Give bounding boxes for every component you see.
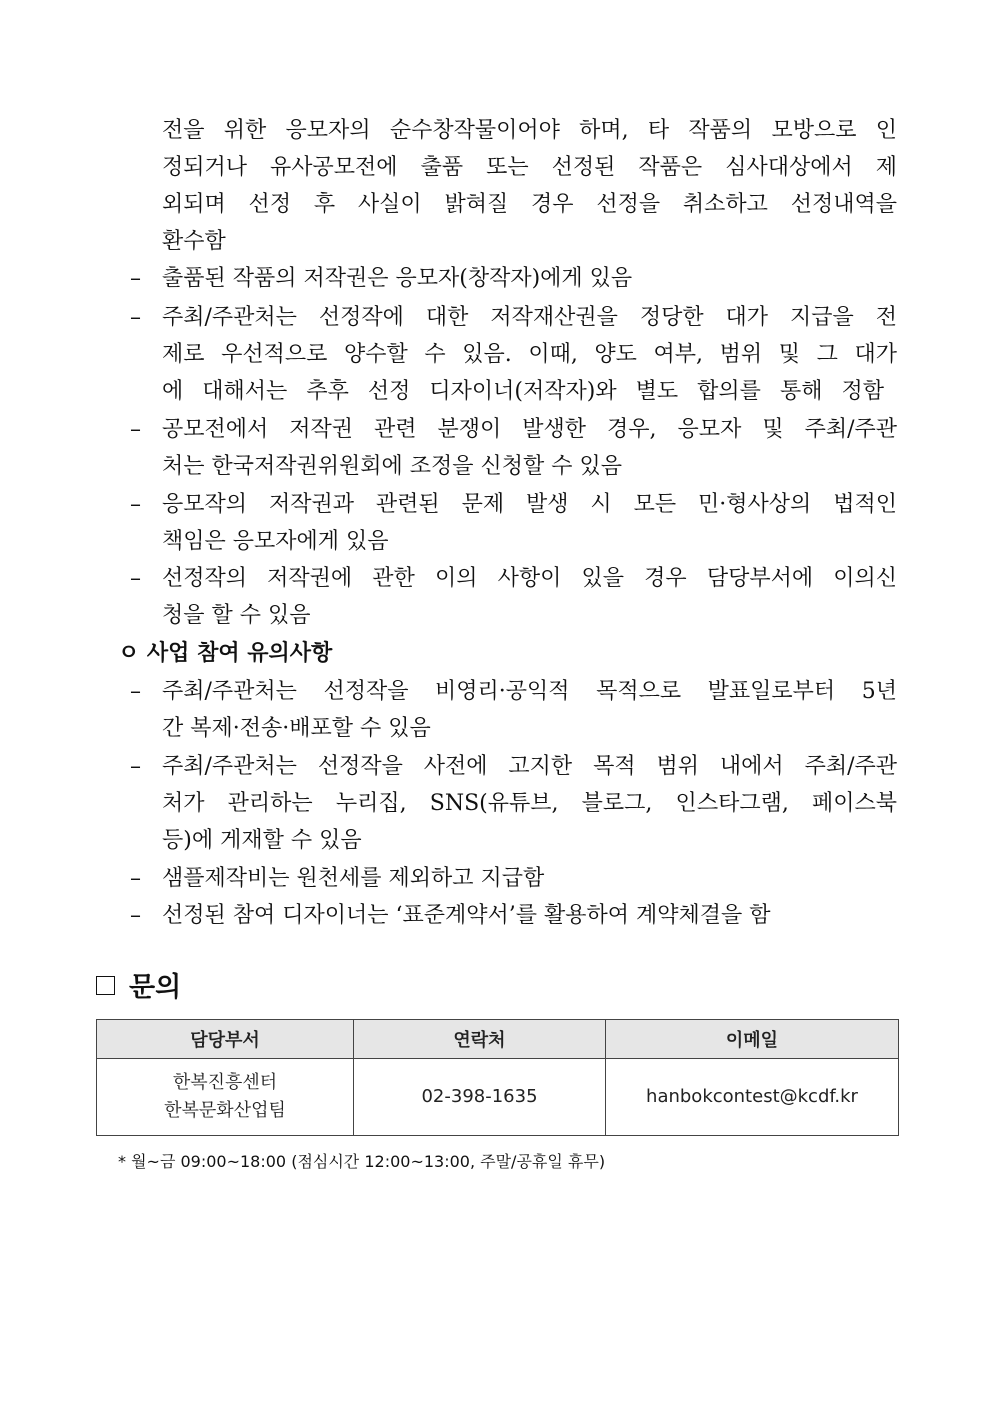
department-cell bbox=[97, 1059, 354, 1136]
body-line: 샘플제작비는 원천세를 제외하고 지급함 bbox=[162, 866, 545, 891]
body-line: 출품된 작품의 저작권은 응모자(창작자)에게 있음 bbox=[162, 266, 633, 291]
square-bullet-icon bbox=[96, 976, 115, 995]
table-row bbox=[97, 1059, 899, 1136]
body-line: 주최/주관처는 선정작에 대한 저작재산권을 정당한 대가 지급을 전 bbox=[162, 305, 897, 330]
body-line: 정되거나 유사공모전에 출품 또는 선정된 작품은 심사대상에서 제 bbox=[162, 155, 897, 180]
dash-bullet: – bbox=[130, 679, 141, 704]
table-header-row bbox=[97, 1020, 899, 1059]
dash-bullet: – bbox=[130, 903, 141, 928]
section-title-inquiry bbox=[96, 970, 181, 1006]
department-line1: 한복진흥센터 bbox=[172, 1072, 278, 1093]
body-line: 응모작의 저작권과 관련된 문제 발생 시 모든 민·형사상의 법적인 bbox=[162, 492, 897, 517]
dash-bullet: – bbox=[130, 266, 141, 291]
dash-bullet: – bbox=[130, 305, 141, 330]
dash-bullet: – bbox=[130, 492, 141, 517]
body-line: 전을 위한 응모자의 순수창작물이어야 하며, 타 작품의 모방으로 인 bbox=[162, 118, 897, 143]
dash-bullet: – bbox=[130, 754, 141, 779]
body-line: 간 복제·전송·배포할 수 있음 bbox=[162, 716, 431, 741]
dash-bullet: – bbox=[130, 417, 141, 442]
body-line: 주최/주관처는 선정작을 비영리·공익적 목적으로 발표일로부터 5년 bbox=[162, 679, 897, 704]
header-department: 담당부서 bbox=[97, 1020, 354, 1059]
hours-note: * 월~금 09:00~18:00 (점심시간 12:00~13:00, 주말/공휴일 휴무) bbox=[118, 1152, 606, 1171]
body-line: 공모전에서 저작권 관련 분쟁이 발생한 경우, 응모자 및 주최/주관 bbox=[162, 417, 897, 442]
header-email: 이메일 bbox=[606, 1020, 899, 1059]
body-line: 처가 관리하는 누리집, SNS(유튜브, 블로그, 인스타그램, 페이스북 bbox=[162, 791, 897, 816]
body-line: 책임은 응모자에게 있음 bbox=[162, 529, 389, 554]
subheading-participation-notes: ㅇ 사업 참여 유의사항 bbox=[118, 641, 333, 666]
section-title-text: 문의 bbox=[129, 972, 182, 1003]
email-cell: hanbokcontest@kcdf.kr bbox=[606, 1059, 899, 1136]
body-line: 제로 우선적으로 양수할 수 있음. 이때, 양도 여부, 범위 및 그 대가 bbox=[162, 342, 897, 367]
body-line: 선정된 참여 디자이너는 ‘표준계약서’를 활용하여 계약체결을 함 bbox=[162, 903, 771, 928]
body-line: 등)에 게재할 수 있음 bbox=[162, 828, 362, 853]
body-line: 처는 한국저작권위원회에 조정을 신청할 수 있음 bbox=[162, 454, 623, 479]
body-line: 청을 할 수 있음 bbox=[162, 603, 311, 628]
phone-cell: 02-398-1635 bbox=[354, 1059, 606, 1136]
dash-bullet: – bbox=[130, 566, 141, 591]
body-line: 주최/주관처는 선정작을 사전에 고지한 목적 범위 내에서 주최/주관 bbox=[162, 754, 897, 779]
department-line2: 한복문화산업팀 bbox=[164, 1100, 286, 1121]
contact-table bbox=[96, 1019, 899, 1136]
header-phone: 연락처 bbox=[354, 1020, 606, 1059]
body-line: 선정작의 저작권에 관한 이의 사항이 있을 경우 담당부서에 이의신 bbox=[162, 566, 897, 591]
dash-bullet: – bbox=[130, 866, 141, 891]
body-line: 에 대해서는 추후 선정 디자이너(저작자)와 별도 합의를 통해 정함 bbox=[162, 379, 884, 404]
body-line: 환수함 bbox=[162, 229, 226, 254]
body-line: 외되며 선정 후 사실이 밝혀질 경우 선정을 취소하고 선정내역을 bbox=[162, 192, 897, 217]
